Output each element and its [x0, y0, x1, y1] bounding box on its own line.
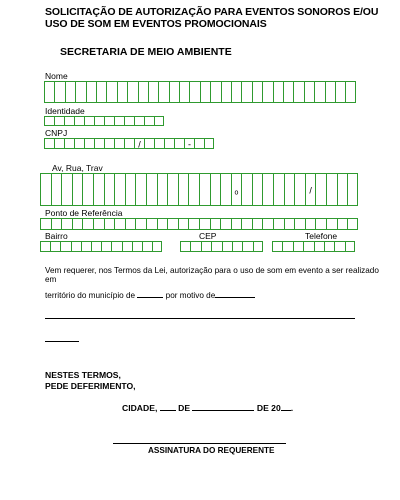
char-box[interactable]	[152, 241, 162, 252]
char-box[interactable]	[54, 116, 64, 126]
char-box[interactable]	[326, 218, 337, 230]
char-box[interactable]	[146, 218, 157, 230]
char-box[interactable]	[75, 81, 85, 103]
referencia-boxes[interactable]	[40, 218, 358, 230]
char-box[interactable]	[273, 173, 284, 206]
char-box[interactable]	[178, 173, 189, 206]
char-box[interactable]	[315, 218, 326, 230]
char-box[interactable]	[81, 241, 91, 252]
char-box[interactable]	[220, 218, 231, 230]
char-box[interactable]	[74, 116, 84, 126]
char-box[interactable]	[272, 241, 282, 252]
char-box[interactable]	[164, 138, 174, 149]
char-box[interactable]	[347, 218, 358, 230]
motivo-label: por motivo de	[165, 291, 216, 300]
char-box[interactable]	[44, 138, 54, 149]
char-box[interactable]	[305, 218, 316, 230]
char-box[interactable]	[241, 218, 252, 230]
telefone-boxes[interactable]	[272, 241, 355, 252]
department-name: SECRETARIA DE MEIO AMBIENTE	[60, 46, 232, 58]
char-box[interactable]	[40, 173, 51, 206]
char-box[interactable]	[169, 81, 179, 103]
char-box[interactable]	[284, 218, 295, 230]
char-box[interactable]	[242, 241, 252, 252]
form-title: SOLICITAÇÃO DE AUTORIZAÇÃO PARA EVENTOS SONOROS E/OU USO DE SOM EM EVENTOS PROMOCIONAIS	[45, 6, 379, 30]
char-box[interactable]	[222, 241, 232, 252]
char-box[interactable]	[104, 116, 114, 126]
char-box[interactable]	[71, 241, 81, 252]
char-box[interactable]	[282, 241, 292, 252]
label-telefone: Telefone	[305, 231, 338, 241]
request-text-line2	[45, 290, 255, 300]
char-box[interactable]	[86, 81, 96, 103]
char-box[interactable]	[188, 218, 199, 230]
char-box[interactable]	[314, 241, 324, 252]
char-box[interactable]	[347, 173, 358, 206]
char-box[interactable]	[262, 173, 273, 206]
char-box[interactable]	[132, 241, 142, 252]
char-box[interactable]	[44, 81, 54, 103]
cnpj-boxes[interactable]	[44, 138, 214, 149]
char-box[interactable]	[61, 218, 72, 230]
char-box[interactable]	[304, 81, 314, 103]
motivo-line[interactable]	[45, 318, 355, 319]
char-box[interactable]	[96, 81, 106, 103]
char-box[interactable]	[74, 138, 84, 149]
char-box[interactable]	[221, 81, 231, 103]
char-box[interactable]	[117, 81, 127, 103]
char-box[interactable]	[190, 241, 200, 252]
char-box[interactable]	[273, 81, 283, 103]
char-box[interactable]	[124, 116, 134, 126]
separator-mark: o	[234, 188, 239, 196]
char-box[interactable]	[167, 173, 178, 206]
char-box[interactable]	[40, 241, 50, 252]
char-box[interactable]	[157, 218, 168, 230]
char-box[interactable]	[54, 81, 64, 103]
char-box[interactable]	[294, 173, 305, 206]
char-box[interactable]	[325, 81, 335, 103]
char-box[interactable]	[93, 218, 104, 230]
char-box[interactable]	[54, 138, 64, 149]
identidade-boxes[interactable]	[44, 116, 164, 126]
char-box[interactable]	[64, 138, 74, 149]
char-box[interactable]	[174, 138, 184, 149]
bairro-boxes[interactable]	[40, 241, 162, 252]
char-box[interactable]	[204, 138, 214, 149]
de-label-1: DE	[178, 403, 191, 413]
char-box[interactable]	[111, 241, 121, 252]
char-box[interactable]	[114, 138, 124, 149]
char-box[interactable]	[252, 173, 263, 206]
char-box[interactable]	[135, 218, 146, 230]
char-box[interactable]	[194, 138, 204, 149]
label-endereco: Av, Rua, Trav	[52, 163, 103, 173]
char-box[interactable]	[179, 81, 189, 103]
char-box[interactable]	[101, 241, 111, 252]
separator-mark: -	[188, 139, 191, 149]
char-box[interactable]	[294, 218, 305, 230]
char-box[interactable]	[94, 138, 104, 149]
char-box[interactable]	[315, 173, 326, 206]
char-box[interactable]	[51, 218, 62, 230]
char-box[interactable]	[144, 138, 154, 149]
char-box[interactable]	[231, 173, 242, 206]
char-box[interactable]	[51, 173, 62, 206]
char-box[interactable]	[127, 81, 137, 103]
endereco-boxes[interactable]	[40, 173, 358, 206]
char-box[interactable]	[61, 173, 72, 206]
char-box[interactable]	[252, 218, 263, 230]
char-box[interactable]	[114, 116, 124, 126]
label-referencia: Ponto de Referência	[45, 208, 123, 218]
nome-boxes[interactable]	[44, 81, 356, 103]
char-box[interactable]	[50, 241, 60, 252]
char-box[interactable]	[200, 81, 210, 103]
char-box[interactable]	[44, 116, 54, 126]
signature-line[interactable]	[113, 443, 286, 444]
char-box[interactable]	[144, 116, 154, 126]
char-box[interactable]	[82, 218, 93, 230]
char-box[interactable]	[104, 218, 115, 230]
char-box[interactable]	[211, 241, 221, 252]
char-box[interactable]	[114, 218, 125, 230]
char-box[interactable]	[135, 173, 146, 206]
municipio-blank[interactable]	[137, 290, 163, 298]
char-box[interactable]	[345, 241, 355, 252]
char-box[interactable]	[262, 218, 273, 230]
label-identidade: Identidade	[45, 106, 85, 116]
char-box[interactable]	[189, 81, 199, 103]
char-box[interactable]	[201, 241, 211, 252]
char-box[interactable]	[91, 241, 101, 252]
char-box[interactable]	[94, 116, 104, 126]
char-box[interactable]	[146, 173, 157, 206]
char-box[interactable]	[60, 241, 70, 252]
char-box[interactable]	[114, 173, 125, 206]
char-box[interactable]	[84, 116, 94, 126]
char-box[interactable]	[125, 218, 136, 230]
char-box[interactable]	[199, 173, 210, 206]
motivo-blank[interactable]	[215, 290, 255, 298]
signature-label: ASSINATURA DO REQUERENTE	[148, 446, 275, 455]
char-box[interactable]	[284, 173, 295, 206]
separator-mark: /	[309, 185, 312, 195]
char-box[interactable]	[293, 241, 303, 252]
char-box[interactable]	[138, 81, 148, 103]
label-cep: CEP	[199, 231, 217, 241]
char-box[interactable]	[65, 81, 75, 103]
char-box[interactable]	[180, 241, 190, 252]
char-box[interactable]	[210, 218, 221, 230]
char-box[interactable]	[64, 116, 74, 126]
char-box[interactable]	[253, 241, 263, 252]
municipio-label: território do município de	[45, 291, 136, 300]
char-box[interactable]	[154, 138, 164, 149]
char-box[interactable]	[124, 138, 134, 149]
char-box[interactable]	[283, 81, 293, 103]
period: .	[290, 403, 294, 413]
char-box[interactable]	[84, 138, 94, 149]
char-box[interactable]	[305, 173, 316, 206]
month-blank[interactable]	[192, 403, 254, 411]
request-text-line1: Vem requerer, nos Termos da Lei, autorização para o uso de som em evento a ser realizado em	[45, 266, 379, 284]
char-box[interactable]	[337, 173, 348, 206]
char-box[interactable]	[93, 173, 104, 206]
char-box[interactable]	[231, 218, 242, 230]
day-blank[interactable]	[160, 403, 176, 411]
char-box[interactable]	[72, 218, 83, 230]
char-box[interactable]	[188, 173, 199, 206]
char-box[interactable]	[154, 116, 164, 126]
char-box[interactable]	[167, 218, 178, 230]
city-label: CIDADE,	[122, 403, 158, 413]
char-box[interactable]	[106, 81, 116, 103]
char-box[interactable]	[142, 241, 152, 252]
char-box[interactable]	[104, 138, 114, 149]
closing-line1: NESTES TERMOS,	[45, 370, 121, 380]
char-box[interactable]	[241, 81, 251, 103]
char-box[interactable]	[241, 173, 252, 206]
char-box[interactable]	[314, 81, 324, 103]
char-box[interactable]	[184, 138, 194, 149]
char-box[interactable]	[134, 138, 144, 149]
char-box[interactable]	[303, 241, 313, 252]
char-box[interactable]	[122, 241, 132, 252]
char-box[interactable]	[252, 81, 262, 103]
char-box[interactable]	[220, 173, 231, 206]
separator-mark: /	[138, 139, 141, 149]
char-box[interactable]	[335, 81, 345, 103]
char-box[interactable]	[273, 218, 284, 230]
char-box[interactable]	[158, 81, 168, 103]
char-box[interactable]	[210, 173, 221, 206]
char-box[interactable]	[82, 173, 93, 206]
cep-boxes[interactable]	[180, 241, 263, 252]
char-box[interactable]	[148, 81, 158, 103]
char-box[interactable]	[134, 116, 144, 126]
char-box[interactable]	[231, 81, 241, 103]
char-box[interactable]	[345, 81, 355, 103]
char-box[interactable]	[293, 81, 303, 103]
char-box[interactable]	[324, 241, 334, 252]
label-nome: Nome	[45, 71, 68, 81]
char-box[interactable]	[104, 173, 115, 206]
year-blank[interactable]	[281, 403, 294, 413]
char-box[interactable]	[72, 173, 83, 206]
char-box[interactable]	[262, 81, 272, 103]
closing-line2: PEDE DEFERIMENTO,	[45, 381, 136, 391]
de-label-2: DE 20	[256, 403, 281, 413]
char-box[interactable]	[40, 218, 51, 230]
char-box[interactable]	[232, 241, 242, 252]
motivo-line-short[interactable]	[45, 341, 79, 342]
label-cnpj: CNPJ	[45, 128, 68, 138]
char-box[interactable]	[334, 241, 344, 252]
char-box[interactable]	[337, 218, 348, 230]
label-bairro: Bairro	[45, 231, 68, 241]
char-box[interactable]	[210, 81, 220, 103]
date-line	[122, 403, 293, 413]
char-box[interactable]	[125, 173, 136, 206]
char-box[interactable]	[326, 173, 337, 206]
char-box[interactable]	[178, 218, 189, 230]
char-box[interactable]	[157, 173, 168, 206]
char-box[interactable]	[199, 218, 210, 230]
